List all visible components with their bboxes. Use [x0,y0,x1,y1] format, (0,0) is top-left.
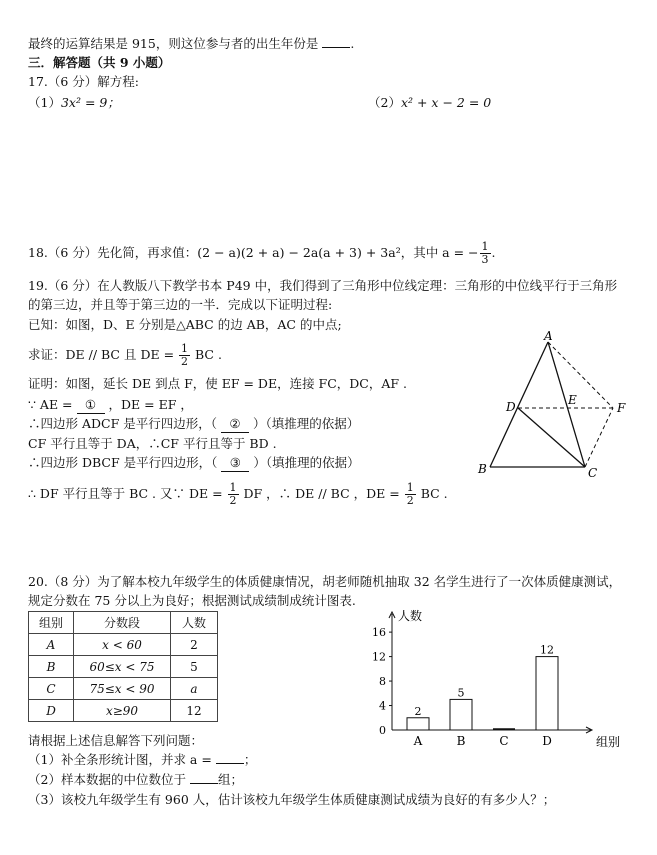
table-header-row [29,612,218,634]
q17-header: 17.（6 分）解方程: [28,74,140,89]
table-row: D x≥90 12 [29,700,218,722]
y-tick-label: 16 [372,626,386,640]
q20-line1: 20.（8 分）为了解本校九年级学生的体质健康情况，胡老师随机抽取 32 名学生进行了一次体质健康测试， [28,574,622,589]
bar-chart [360,608,640,748]
q20-sub1: （1）补全条形统计图，并求 a = ； [28,752,257,767]
score-table [28,611,218,722]
q19-line1: 19.（6 分）在人教版八下教学书本 P49 中，我们得到了三角形中位线定理：三角形的中位线平行于三角形 [28,278,618,293]
x-tick-label: A [413,734,423,748]
q19-proof-line1: 证明：如图，延长 DE 到点 F，使 EF = DE，连接 FC，DC，AF . [28,376,408,391]
answer-blank-1: ① [77,397,105,414]
segment-dc [518,408,585,467]
answer-blank-3: ③ [221,455,249,472]
label-a: A [544,330,553,343]
q19-given: 已知：如图，D、E 分别是△ABC 的边 AB，AC 的中点; [28,317,342,332]
q18-fraction: $\frac{1}{3}$ [481,240,489,266]
q19-proof-line2: ∵ AE = ① ，DE = EF ， [28,397,193,412]
q17-part2: （2）x² + x − 2 = 0 [368,95,492,110]
q19-proof-line3: ∴四边形 ADCF 是平行四边形，（ ② ）（填推理的依据） [28,416,360,431]
q19-line2: 的第三边，并且等于第三边的一半．完成以下证明过程: [28,297,333,312]
label-f: F [617,401,626,415]
q20-sub3: （3）该校九年级学生有 960 人，估计该校九年级学生体质健康测试成绩为良好的有多少人？； [28,792,556,807]
answer-blank-2: ② [221,416,249,433]
bar-D [536,657,558,730]
bar-value-label: 12 [540,643,554,657]
x-tick-label: C [499,734,509,748]
q20-instruction: 请根据上述信息解答下列问题： [28,733,204,748]
q19-proof-line5: ∴四边形 DBCF 是平行四边形，（ ③ ）（填推理的依据） [28,455,360,470]
previous-question-tail: 最终的运算结果是 915，则这位参与者的出生年份是 . [28,36,355,51]
table-header-cell: 组别 [29,612,74,634]
y-tick-label: 12 [372,650,386,664]
bar-B [450,699,472,730]
bar-value-label: 5 [457,686,465,700]
y-tick-label: 0 [379,724,386,737]
label-e: E [568,393,577,407]
table-header-cell: 分数段 [74,612,171,634]
y-tick-label: 4 [379,699,386,713]
side-ab [490,342,548,467]
y-tick-label: 8 [379,675,386,689]
q20-line2: 规定分数在 75 分以上为良好；根据测试成绩制成统计图表. [28,593,356,608]
x-tick-label: B [456,734,466,748]
q19-prove: 求证：DE // BC 且 DE = $\frac{1}{2}$ BC . [28,342,222,368]
q19-proof-line4: CF 平行且等于 DA，∴CF 平行且等于 BD . [28,436,277,451]
label-b: B [478,462,487,476]
table-row: B 60≤x < 75 5 [29,656,218,678]
table-row: A x < 60 2 [29,634,218,656]
segment-fc [585,408,613,467]
side-ac [548,342,585,467]
section-title: 三．解答题（共 9 小题） [28,55,171,70]
q17-part1: （1）3x² = 9； [28,95,120,110]
table-row: C 75≤x < 90 a [29,678,218,700]
x-tick-label: D [542,734,552,748]
table-header-cell: 人数 [171,612,218,634]
bar-value-label: 2 [414,704,422,718]
q18-text: 18.（6 分）先化简，再求值：(2 − a)(2 + a) − 2a(a + 3) + 3a²，其中 a = − $\frac{1}{3}$ . [28,240,496,266]
triangle-figure [470,330,640,480]
answer-blank-a [216,763,244,764]
y-axis-label: 人数 [398,609,423,623]
answer-blank-median [190,783,218,784]
bar-A [407,718,429,730]
label-d: D [506,400,516,414]
answer-blank [322,47,350,48]
x-axis-label: 组别 [596,735,621,748]
q19-proof-line6: ∴ DF 平行且等于 BC . 又∵ DE = $\frac{1}{2}$ DF ，∴ DE // BC ，DE = $\frac{1}{2}$ BC . [28,481,448,507]
q20-sub2: （2）样本数据的中位数位于 组； [28,772,243,787]
label-c: C [588,466,598,480]
